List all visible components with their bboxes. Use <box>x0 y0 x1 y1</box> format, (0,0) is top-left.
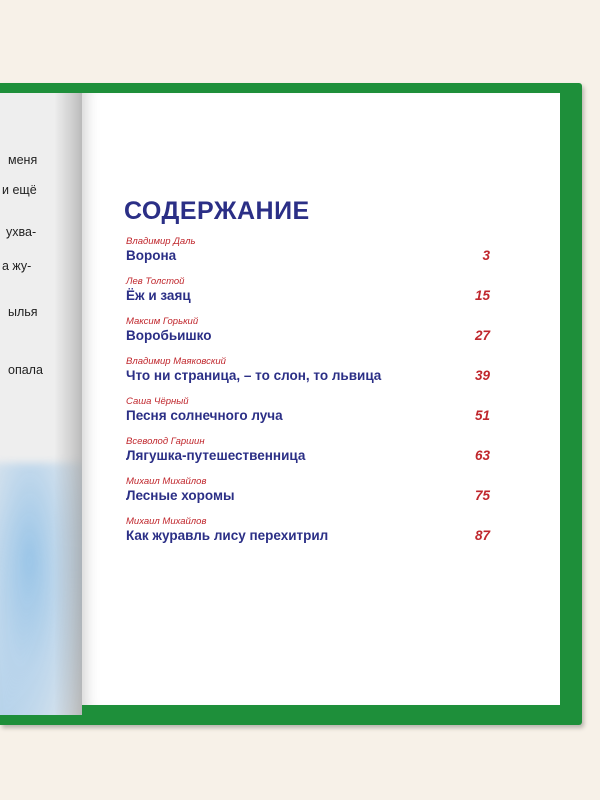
toc-author: Владимир Даль <box>126 236 196 247</box>
toc-story-title: Ёж и заяц <box>126 288 191 303</box>
table-of-contents <box>126 236 490 556</box>
toc-story-title: Лесные хоромы <box>126 488 235 503</box>
toc-story-title: Ворона <box>126 248 177 263</box>
left-page-text-line: а жу- <box>2 259 32 273</box>
toc-page-number: 51 <box>474 408 490 423</box>
toc-page-number: 15 <box>474 288 490 303</box>
toc-story-title: Что ни страница, – то слон, то львица <box>126 368 382 383</box>
toc-author: Михаил Михайлов <box>126 516 207 527</box>
toc-entry[interactable] <box>126 436 490 476</box>
left-page-text-line: меня <box>8 153 38 167</box>
toc-story-title: Как журавль лису перехитрил <box>126 528 329 543</box>
toc-entry[interactable] <box>126 476 490 516</box>
toc-entry[interactable] <box>126 516 490 556</box>
left-page-text-line: и ещё <box>2 183 37 197</box>
toc-page-number: 3 <box>482 248 490 263</box>
toc-author: Михаил Михайлов <box>126 476 207 487</box>
toc-entry[interactable] <box>126 396 490 436</box>
right-page <box>82 93 560 705</box>
toc-story-title: Лягушка-путешественница <box>126 448 306 463</box>
left-page-text-line: ухва- <box>6 225 37 239</box>
toc-page-number: 87 <box>474 528 490 543</box>
toc-author: Владимир Маяковский <box>126 356 226 367</box>
toc-author: Максим Горький <box>126 316 199 327</box>
toc-author: Саша Чёрный <box>126 396 189 407</box>
left-page-text-line: ылья <box>8 305 38 319</box>
toc-author: Всеволод Гаршин <box>126 436 205 447</box>
toc-author: Лев Толстой <box>126 276 185 287</box>
toc-entry[interactable] <box>126 356 490 396</box>
toc-page-number: 63 <box>474 448 490 463</box>
toc-story-title: Воробьишко <box>126 328 212 343</box>
toc-page-number: 39 <box>474 368 490 383</box>
toc-page-number: 27 <box>474 328 490 343</box>
left-page-text-line: опала <box>8 363 43 377</box>
book-gutter-shadow <box>54 93 82 715</box>
toc-entry[interactable] <box>126 236 490 276</box>
toc-page-number: 75 <box>474 488 490 503</box>
toc-entry[interactable] <box>126 316 490 356</box>
toc-story-title: Песня солнечного луча <box>126 408 283 423</box>
page-title: СОДЕРЖАНИЕ <box>124 197 310 225</box>
toc-entry[interactable] <box>126 276 490 316</box>
